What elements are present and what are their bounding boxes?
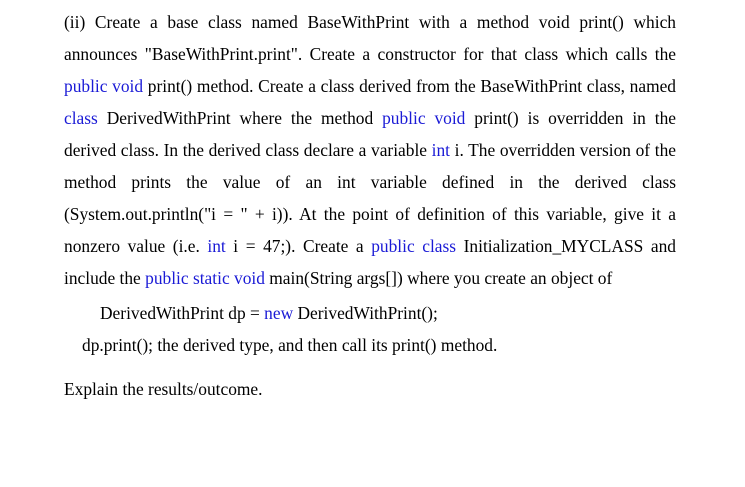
code-text: DerivedWithPrint(); (293, 303, 438, 323)
text-segment: print() method. Create a class derived from the BaseWithPrint class, named (143, 76, 677, 96)
text-segment: DerivedWithPrint where the method (97, 108, 383, 128)
question-block (64, 6, 676, 405)
text-segment: main(String args[]) where you create an object of (264, 268, 613, 288)
text-segment: (ii) Create a base class named BaseWithPrint with a method void print() which announces "BaseWithPrint.print". Create a constructor for that class which calls the (64, 12, 676, 64)
keyword-segment: public void (64, 76, 144, 96)
code-keyword-new: new (264, 303, 294, 323)
text-segment: print() is overridden in the derived class. In the derived class declare a variable (64, 108, 676, 160)
code-text: DerivedWithPrint dp = (100, 303, 265, 323)
question-paragraph (64, 6, 676, 294)
keyword-segment: class (64, 108, 98, 128)
keyword-segment: int (431, 140, 450, 160)
keyword-segment: public static void (145, 268, 265, 288)
keyword-segment: public void (382, 108, 466, 128)
explain-instruction: Explain the results/outcome. (64, 379, 263, 399)
code-line-declaration (64, 297, 676, 329)
text-segment: Initialization_MYCLASS and include the (64, 236, 676, 288)
text-segment: i = 47;). Create a (225, 236, 372, 256)
keyword-segment: int (207, 236, 226, 256)
code-line-call: dp.print(); the derived type, and then call its print() method. (82, 335, 498, 355)
keyword-segment: public class (371, 236, 457, 256)
text-segment: i. The overridden version of the method prints the value of an int variable defined in the derived class (System.out.println("i = " + i)). At the point of definition of this variable, give it a nonzero value (i.e. (64, 140, 676, 256)
